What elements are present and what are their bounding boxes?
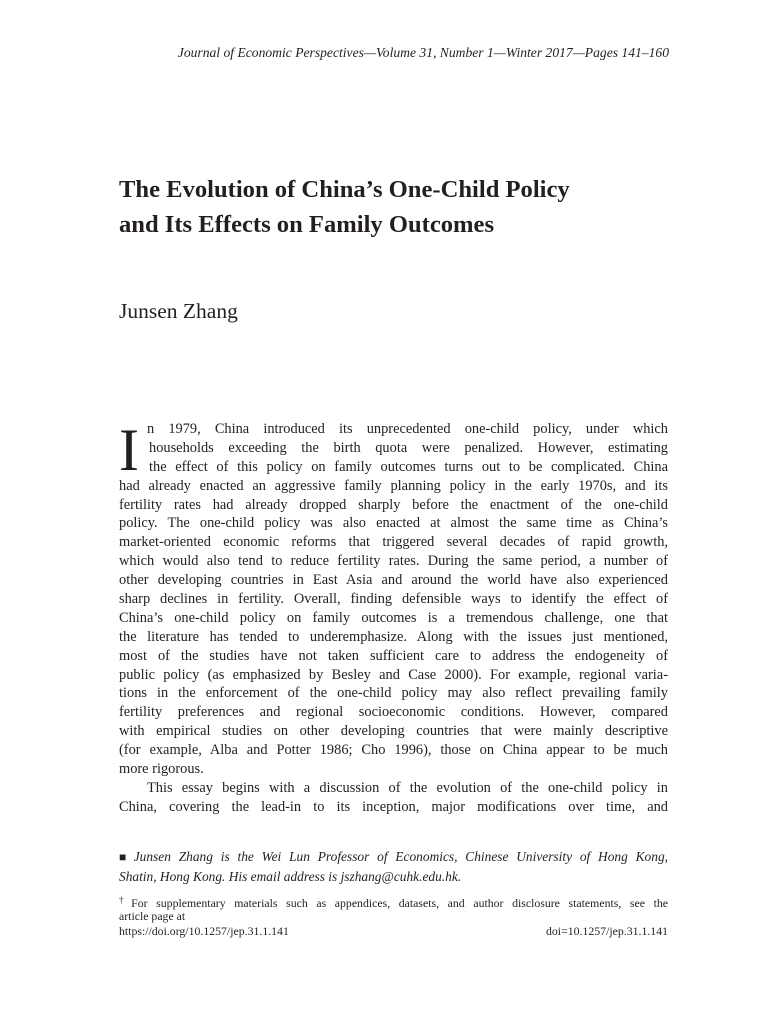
body-line: which would also tend to reduce fertility rates. During the same period, a number of	[119, 553, 668, 570]
body-line: fertility rates had already dropped sharply before the enactment of the one-child	[119, 496, 668, 513]
footnotes	[119, 847, 668, 940]
author-name: Junsen Zhang	[119, 299, 238, 323]
body-line: China, covering the lead-in to its inception, major modifications over time, and	[119, 798, 668, 815]
author-footnote-line-1: Junsen Zhang is the Wei Lun Professor of Economics, Chinese University of Hong Kong,	[133, 849, 668, 864]
running-head: Journal of Economic Perspectives—Volume 31, Number 1—Winter 2017—Pages 141–160	[177, 45, 669, 60]
body-line: sharp declines in fertility. Overall, finding defensible ways to identify the effect of	[119, 591, 668, 608]
footnote-links-row	[119, 924, 668, 940]
article-url-link[interactable]: https://doi.org/10.1257/jep.31.1.141	[119, 924, 289, 938]
body-line: China’s one-child policy on family outcomes is a tremendous challenge, one that	[119, 609, 668, 626]
body-line: This essay begins with a discussion of the evolution of the one-child policy in	[147, 779, 668, 796]
body-line: fertility preferences and regional socioeconomic conditions. However, compared	[119, 704, 668, 721]
supplementary-footnote-line-2: article page at	[119, 908, 186, 923]
dagger-symbol: †	[119, 895, 130, 905]
body-line: (for example, Alba and Potter 1986; Cho 1996), those on China appear to be much	[119, 742, 668, 759]
body-line: tions in the enforcement of the one-child policy may also reflect prevailing family	[119, 685, 668, 702]
body-line: public policy (as emphasized by Besley and Case 2000). For example, regional varia-	[119, 666, 668, 683]
body-line: the effect of this policy on family outcomes turns out to be complicated. China	[149, 458, 668, 475]
body-line: the literature has tended to underemphasize. Along with the issues just mentioned,	[119, 628, 668, 645]
doi-label: doi=10.1257/jep.31.1.141	[546, 924, 668, 938]
article-title	[119, 172, 679, 242]
article-title-line-2: and Its Effects on Family Outcomes	[119, 211, 495, 238]
article-body	[119, 417, 668, 817]
drop-cap: I	[119, 417, 139, 483]
author-footnote-line-2: Shatin, Hong Kong. His email address is jszhang@cuhk.edu.hk.	[119, 869, 462, 884]
body-line: more rigorous.	[119, 761, 204, 778]
square-bullet-icon: ■	[119, 850, 131, 864]
body-line: households exceeding the birth quota were penalized. However, estimating	[149, 439, 668, 456]
body-line: other developing countries in East Asia and around the world have also experienced	[119, 572, 668, 589]
body-line: policy. The one-child policy was also enacted at almost the same time as China’s	[119, 515, 668, 532]
body-line: had already enacted an aggressive family planning policy in the early 1970s, and its	[119, 477, 668, 494]
article-title-line-1: The Evolution of China’s One-Child Policy	[119, 176, 570, 203]
supplementary-footnote	[119, 893, 668, 940]
body-line: n 1979, China introduced its unprecedented one-child policy, under which	[147, 421, 668, 437]
author-footnote	[119, 847, 668, 887]
supplementary-footnote-line-1: For supplementary materials such as appendices, datasets, and author disclosure statements, see the	[131, 896, 668, 910]
body-line: most of the studies have not taken sufficient care to address the endogeneity of	[119, 647, 668, 664]
body-line: market-oriented economic reforms that triggered several decades of rapid growth,	[119, 534, 668, 551]
body-line: with empirical studies on other developing countries that were mainly descriptive	[119, 723, 668, 740]
